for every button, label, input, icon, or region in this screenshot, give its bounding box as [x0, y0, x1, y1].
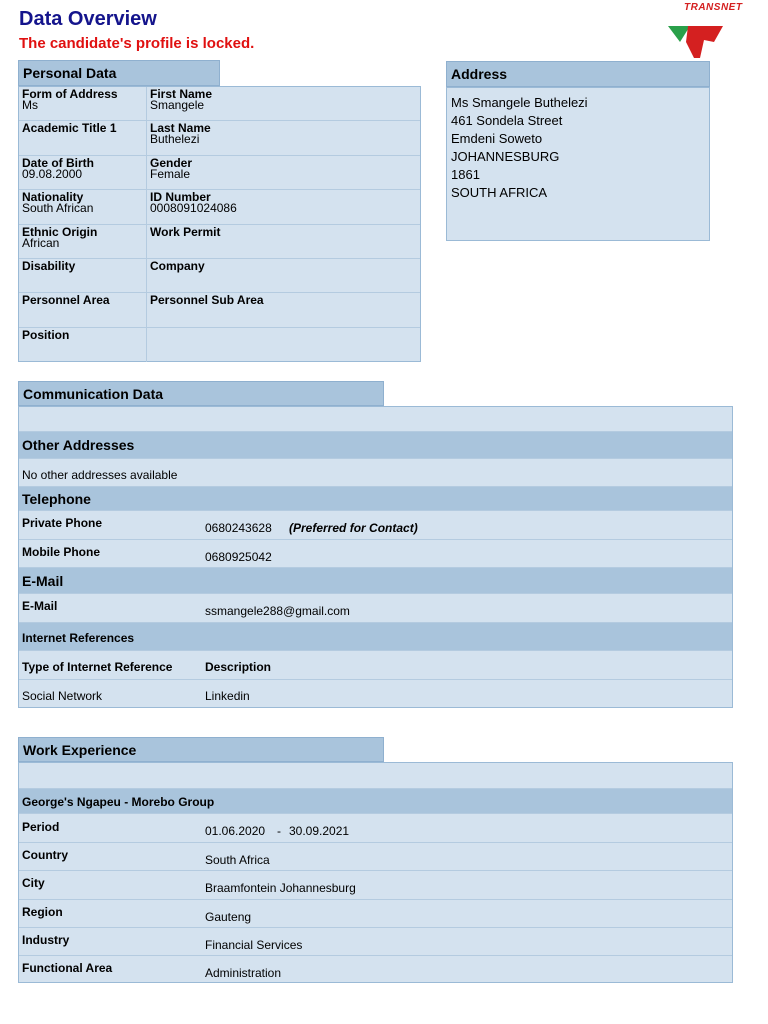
other-addresses-row: [19, 459, 732, 487]
address-line: SOUTH AFRICA: [451, 185, 548, 200]
personal-field-value: Smangele: [150, 98, 205, 112]
personal-data-cell: [147, 293, 420, 328]
personal-field-label: Work Permit: [150, 225, 221, 239]
personal-field-label: Nationality: [22, 190, 84, 204]
industry-label: Industry: [22, 933, 70, 947]
personal-data-cell: [19, 259, 147, 293]
city-label: City: [22, 876, 45, 890]
private-phone-value: 0680243628: [205, 521, 272, 535]
personal-data-cell: [147, 328, 420, 362]
personal-field-label: Personnel Area: [22, 293, 110, 307]
employer-header: [19, 789, 732, 814]
address-line: JOHANNESBURG: [451, 149, 560, 164]
city-row: [19, 871, 732, 900]
preferred-contact-note: (Preferred for Contact): [289, 521, 418, 535]
private-phone-label: Private Phone: [22, 516, 103, 530]
period-separator: -: [277, 824, 281, 838]
address-line: Emdeni Soweto: [451, 131, 543, 146]
personal-field-label: Personnel Sub Area: [150, 293, 264, 307]
personal-data-header: Personal Data: [18, 60, 220, 86]
work-experience-box: [18, 762, 733, 983]
city-value: Braamfontein Johannesburg: [205, 881, 356, 895]
personal-field-label: Last Name: [150, 121, 211, 135]
address-header: Address: [446, 61, 710, 87]
period-row: [19, 814, 732, 843]
period-end: 30.09.2021: [289, 824, 350, 838]
industry-row: [19, 928, 732, 956]
other-addresses-header: Other Addresses: [19, 432, 732, 459]
telephone-header: Telephone: [19, 487, 732, 511]
personal-field-label: First Name: [150, 87, 213, 101]
internet-type-column: Type of Internet Reference: [22, 660, 173, 674]
country-row: [19, 843, 732, 871]
internet-description-column: Description: [205, 660, 272, 674]
personal-data-table: [18, 86, 421, 362]
mobile-phone-label: Mobile Phone: [22, 545, 100, 559]
region-value: Gauteng: [205, 910, 252, 924]
functional-area-row: [19, 956, 732, 983]
personal-data-cell: [19, 156, 147, 190]
country-label: Country: [22, 848, 68, 862]
personal-field-value: African: [22, 236, 60, 250]
region-label: Region: [22, 905, 63, 919]
private-phone-row: [19, 511, 732, 540]
transnet-logo: [666, 2, 743, 60]
personal-field-label: Position: [22, 328, 70, 342]
email-value: ssmangele288@gmail.com: [205, 604, 350, 618]
personal-field-label: Date of Birth: [22, 156, 94, 170]
address-box: [446, 87, 710, 241]
personal-field-value: 0008091024086: [150, 201, 237, 215]
personal-field-value: Buthelezi: [150, 132, 200, 146]
email-label: E-Mail: [22, 599, 58, 613]
other-addresses-text: No other addresses available: [22, 468, 178, 482]
personal-data-cell: [147, 190, 420, 225]
personal-field-value: 09.08.2000: [22, 167, 83, 181]
personal-data-cell: [147, 156, 420, 190]
personal-data-cell: [147, 121, 420, 156]
industry-value: Financial Services: [205, 938, 303, 952]
work-spacer: [19, 763, 732, 789]
mobile-phone-value: 0680925042: [205, 550, 272, 564]
personal-data-cell: [19, 293, 147, 328]
personal-field-label: [147, 328, 420, 330]
region-row: [19, 900, 732, 928]
page-title: Data Overview: [19, 8, 157, 30]
period-label: Period: [22, 820, 60, 834]
personal-field-label: Form of Address: [22, 87, 118, 101]
personal-data-cell: [19, 190, 147, 225]
lock-message: The candidate's profile is locked.: [19, 35, 255, 52]
personal-field-label: Gender: [150, 156, 193, 170]
internet-references-header: Internet References: [19, 623, 732, 651]
personal-data-cell: [19, 328, 147, 362]
email-row: [19, 594, 732, 623]
personal-field-label: Academic Title 1: [22, 121, 117, 135]
personal-field-label: Disability: [22, 259, 76, 273]
communication-data-header: Communication Data: [18, 381, 384, 406]
internet-description-value: Linkedin: [205, 689, 250, 703]
email-header: E-Mail: [19, 568, 732, 594]
communication-data-box: [18, 406, 733, 708]
brand-name: TRANSNET: [684, 2, 743, 13]
address-line: 1861: [451, 167, 480, 182]
address-line: 461 Sondela Street: [451, 113, 563, 128]
personal-field-label: ID Number: [150, 190, 211, 204]
personal-data-cell: [147, 259, 420, 293]
mobile-phone-row: [19, 540, 732, 568]
personal-data-cell: [19, 87, 147, 121]
personal-field-value: South African: [22, 201, 94, 215]
period-start: 01.06.2020: [205, 824, 266, 838]
functional-area-label: Functional Area: [22, 961, 113, 975]
personal-data-cell: [19, 121, 147, 156]
personal-data-cell: [147, 225, 420, 259]
internet-reference-row: [19, 680, 732, 708]
communication-spacer: [19, 407, 732, 432]
personal-field-value: Female: [150, 167, 191, 181]
employer-name: George's Ngapeu - Morebo Group: [22, 795, 215, 809]
personal-data-cell: [147, 87, 420, 121]
country-value: South Africa: [205, 853, 270, 867]
internet-type-value: Social Network: [22, 689, 103, 703]
personal-field-label: Company: [150, 259, 205, 273]
work-experience-header: Work Experience: [18, 737, 384, 762]
internet-references-columns: [19, 651, 732, 680]
address-line: Ms Smangele Buthelezi: [451, 95, 588, 110]
personal-field-label: Ethnic Origin: [22, 225, 98, 239]
personal-data-cell: [19, 225, 147, 259]
personal-field-value: Ms: [22, 98, 38, 112]
functional-area-value: Administration: [205, 966, 282, 980]
